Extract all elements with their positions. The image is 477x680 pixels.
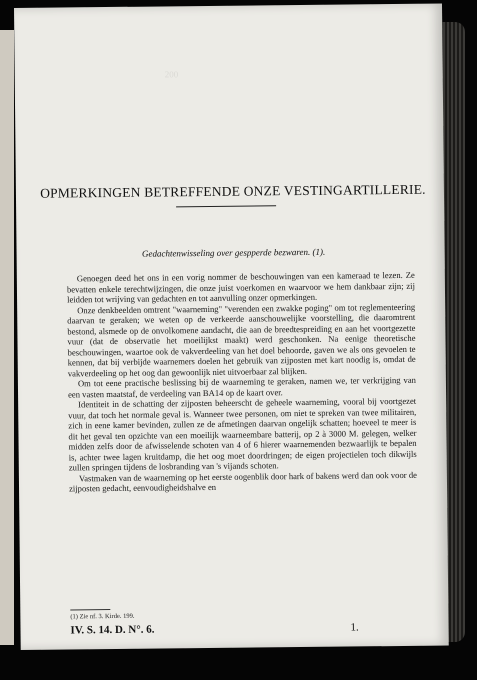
article-title: OPMERKINGEN BETREFFENDE ONZE VESTINGARTILLERIE. [40, 181, 426, 201]
footnote: (1) Zie nf. 3. Kirde. 199. [70, 612, 135, 621]
article-body [67, 270, 417, 494]
bleed-through-text: 200 [164, 69, 179, 80]
title-rule [176, 205, 276, 207]
left-page-edge [0, 30, 14, 645]
signature-mark: IV. S. 14. D. N°. 6. [70, 623, 155, 637]
paragraph: Onze denkbeelden omtrent "waarneming" "verenden een zwakke poging" om tot reglementeering daarvan te geraken; we weten op de verkeerde aanschouwelijke voorstelling, die daaromtrent bestond, alsmede op de onvolkomene aandacht, die aan de breedtespreiding en aan het voortgezette vuur (dat de observatie het moeilijkst maakt) werd geschonken. Na eenige theoretische beschouwingen, waartoe ook de vakverdeeling van het doel behoorde, gaven we als ons gevoelen te kennen, dat bij verbijde waarnemers doelen het gebruik van zijposten met kart noodig is, omdat de vakverdeeling op het oog dan gewoonlijk niet uitvoerbaar zal blijken. [67, 301, 416, 378]
scanned-page [14, 4, 449, 650]
sheet-number: 1. [350, 621, 359, 634]
paragraph: Vastmaken van de waarneming op het eerste oogenblik door hark of bakens werd dan ook voor de zijposten gedacht, eenvoudigheidshalve en [68, 469, 417, 494]
footnote-rule [70, 609, 110, 610]
article-subtitle: Gedachtenwisseling over gespperde bezwaren. (1). [141, 246, 326, 259]
paragraph: Genoegen deed het ons in een vorig nommer de beschouwingen van een kameraad te lezen. Ze bevatten enkele terechtwijzingen, die onze juist voerkomen en waarvoor we hem dankbaar zijn; zij leidden tot wrijving van gedachten en tot aanvulling onzer opmerkingen. [66, 269, 415, 305]
paragraph: Om tot eene practische beslissing bij de waarneming te geraken, namen we, ter verkrijging van een vasten maatstaf, de verdeeling van BA14 op de kaart over. [67, 374, 416, 399]
paragraph: Identiteit in de schatting der zijposten beheerscht de geheele waarneming, vooral bij voortgezet vuur, dat toch het normale geval is. Wanneer twee personen, om niet te spreken van twee militairen, zich in eene kamer bevinden, zullen ze de afmetingen daarvan ongelijk schatten; hoeveel te meer is dit het geval ten opzichte van een moeilijk waarneembare batterij, op 2 à 3000 M. gelegen, welker midden zelfs door de afwisselende schoten van 4 of 6 hierer waarnemenden bezwaarlijk te bepalen is, achter twee lagen kruitdamp, die het oog moet doordringen; de eigen projectielen toch dikwijls zullen springen tijdens de losbranding van 's vijands schoten. [68, 395, 417, 473]
